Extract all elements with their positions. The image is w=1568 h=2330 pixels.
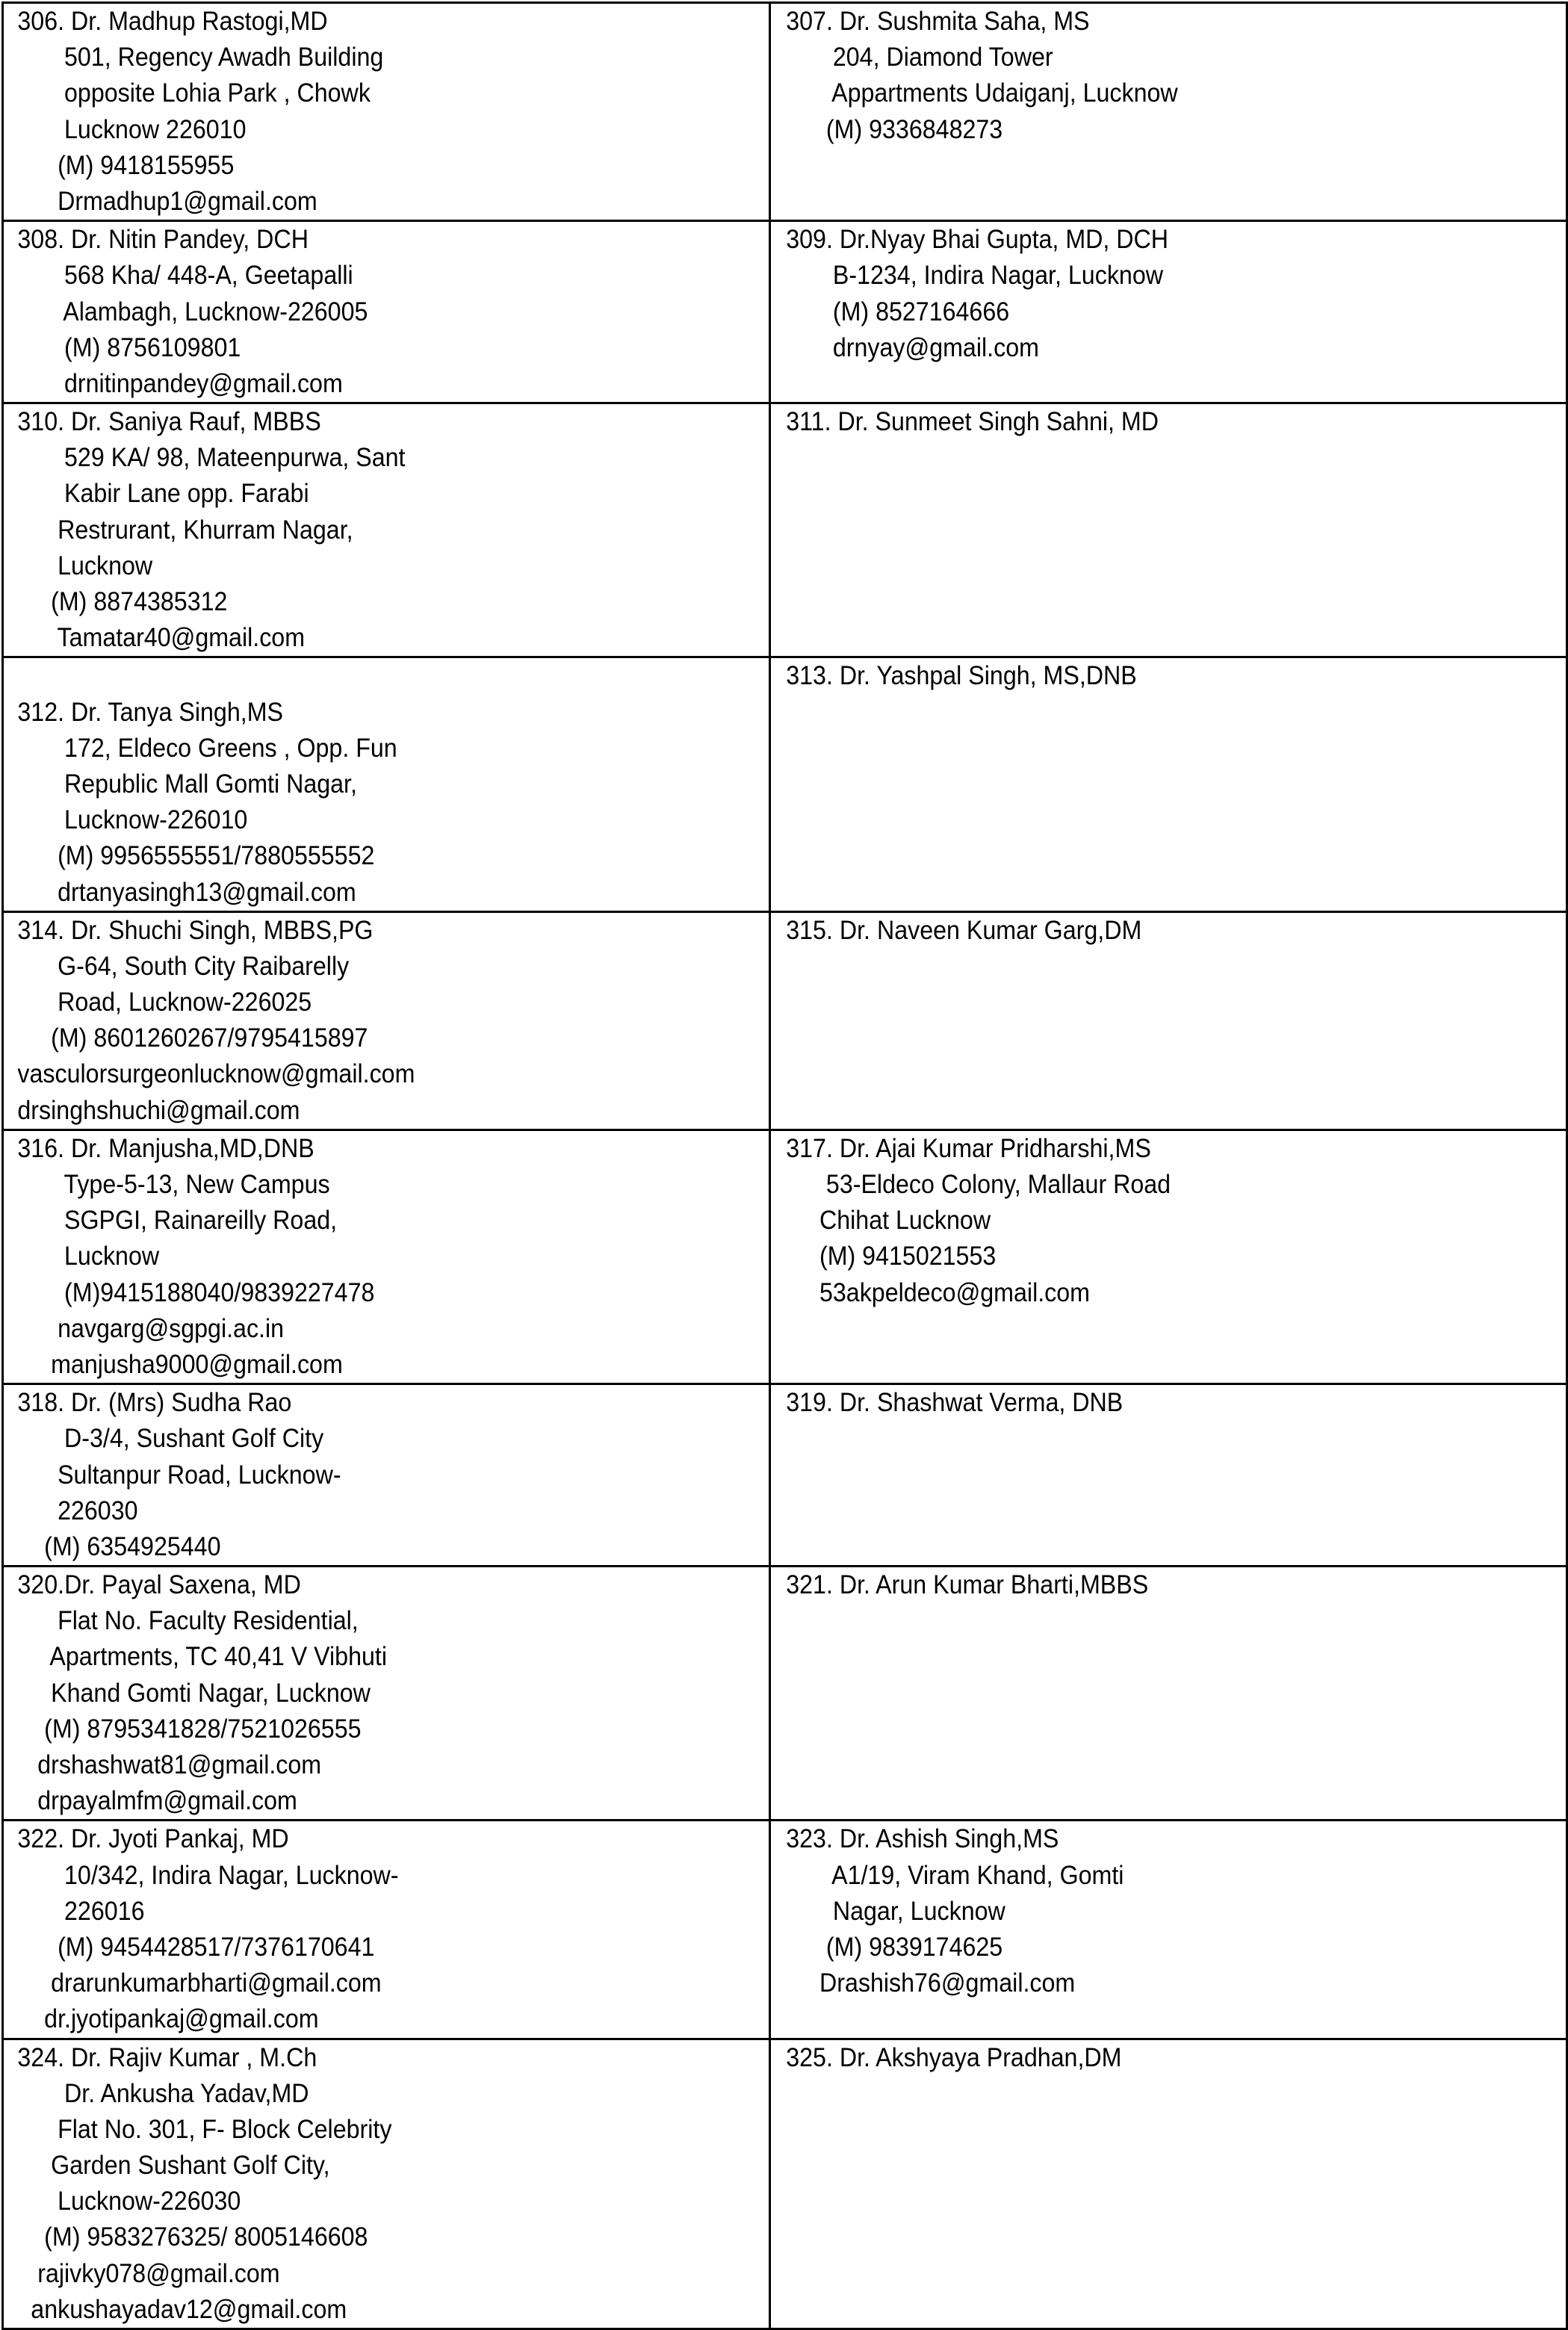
doctor-entry — [771, 1567, 1502, 1603]
doctor-entry-line: (M) 6354925440 — [17, 1531, 221, 1561]
doctor-entry — [4, 1821, 707, 2037]
doctor-entry-line: (M) 8756109801 — [17, 332, 241, 362]
doctor-entry-line: Republic Mall Gomti Nagar, — [17, 769, 357, 799]
doctor-entry-line-first: 313. Dr. Yashpal Singh, MS,DNB — [786, 661, 1137, 691]
doctor-entry-line: drpayalmfm@gmail.com — [17, 1786, 297, 1816]
entry-cell-right — [770, 1567, 1567, 1821]
doctor-entry-line: drtanyasingh13@gmail.com — [17, 877, 356, 907]
directory-row — [3, 221, 1567, 403]
entry-cell-right — [770, 657, 1567, 911]
doctor-entry-line: drarunkumarbharti@gmail.com — [17, 1968, 382, 1998]
doctor-entry-line: Nagar, Lucknow — [786, 1896, 1005, 1926]
doctor-entry-line-first: 315. Dr. Naveen Kumar Garg,DM — [786, 915, 1142, 945]
directory-body — [3, 3, 1567, 2329]
directory-row — [3, 3, 1567, 221]
doctor-entry — [4, 1131, 707, 1383]
entry-cell-left — [3, 911, 770, 1130]
doctor-entry-line: 10/342, Indira Nagar, Lucknow- — [17, 1860, 399, 1890]
doctor-entry-line: 172, Eldeco Greens , Opp. Fun — [17, 733, 397, 763]
doctor-entry-line-first: 319. Dr. Shashwat Verma, DNB — [786, 1388, 1124, 1418]
doctor-entry-line: Type-5-13, New Campus — [17, 1170, 330, 1199]
doctor-entry — [4, 222, 707, 402]
entry-cell-right — [770, 403, 1567, 657]
directory-row — [3, 1384, 1567, 1567]
entry-cell-left — [3, 1567, 770, 1821]
doctor-entry-line-first: 325. Dr. Akshyaya Pradhan,DM — [786, 2042, 1122, 2072]
doctor-entry-line: (M) 9956555551/7880555552 — [17, 841, 375, 871]
doctor-entry-line: 312. Dr. Tanya Singh,MS — [17, 697, 284, 727]
doctor-entry-line-first: 308. Dr. Nitin Pandey, DCH — [17, 225, 309, 255]
doctor-entry-line: Tamatar40@gmail.com — [17, 623, 306, 653]
doctor-entry-line: 226030 — [17, 1496, 138, 1525]
doctor-entry — [4, 1567, 707, 1819]
doctor-entry-line: drshashwat81@gmail.com — [17, 1750, 322, 1779]
doctor-entry — [771, 1131, 1502, 1311]
doctor-entry — [771, 404, 1502, 440]
doctor-entry-line: Khand Gomti Nagar, Lucknow — [17, 1678, 371, 1708]
doctor-entry-line: (M) 8527164666 — [786, 297, 1010, 326]
doctor-entry-line: Drashish76@gmail.com — [786, 1968, 1076, 1998]
doctor-entry-line: (M) 9839174625 — [786, 1932, 1003, 1962]
entry-cell-right — [770, 1130, 1567, 1384]
doctor-entry-line: Lucknow-226010 — [17, 805, 248, 835]
doctor-entry-line-first: 307. Dr. Sushmita Saha, MS — [786, 7, 1090, 36]
doctor-entry-line: vasculorsurgeonlucknow@gmail.com — [17, 1059, 415, 1089]
doctor-entry-line: (M) 9336848273 — [786, 114, 1003, 144]
doctor-entry-line-first: 314. Dr. Shuchi Singh, MBBS,PG — [17, 915, 374, 945]
doctor-entry — [771, 222, 1502, 366]
doctor-entry-line-first: 323. Dr. Ashish Singh,MS — [786, 1824, 1059, 1854]
entry-cell-left — [3, 2039, 770, 2329]
doctor-entry-line: D-3/4, Sushant Golf City — [17, 1424, 324, 1454]
doctor-entry-line: (M) 8874385312 — [17, 587, 228, 616]
doctor-entry-line: (M) 9415021553 — [786, 1242, 997, 1271]
doctor-entry-line: rajivky078@gmail.com — [17, 2258, 280, 2288]
entry-cell-left — [3, 1821, 770, 2039]
doctor-entry-line: dr.jyotipankaj@gmail.com — [17, 2004, 319, 2034]
entry-cell-left — [3, 403, 770, 657]
doctor-entry — [4, 913, 707, 1129]
doctor-entry-line: drnyay@gmail.com — [786, 332, 1039, 362]
doctor-entry-line: Road, Lucknow-226025 — [17, 988, 312, 1017]
entry-cell-right — [770, 1821, 1567, 2039]
doctor-directory-table — [1, 1, 1568, 2330]
doctor-entry-line-first: 309. Dr.Nyay Bhai Gupta, MD, DCH — [786, 225, 1169, 255]
doctor-entry-line-first: 310. Dr. Saniya Rauf, MBBS — [17, 407, 321, 437]
doctor-entry-line: navgarg@sgpgi.ac.in — [17, 1313, 285, 1343]
doctor-entry-line: Garden Sushant Golf City, — [17, 2151, 330, 2181]
doctor-entry — [771, 913, 1502, 949]
directory-row — [3, 1130, 1567, 1384]
doctor-entry — [4, 2040, 707, 2329]
doctor-entry-line: Flat No. Faculty Residential, — [17, 1606, 359, 1636]
doctor-entry-line: (M) 8601260267/9795415897 — [17, 1023, 368, 1053]
doctor-entry — [771, 2040, 1502, 2076]
doctor-entry-line: SGPGI, Rainareilly Road, — [17, 1206, 338, 1236]
doctor-entry-line-first: 322. Dr. Jyoti Pankaj, MD — [17, 1824, 289, 1854]
doctor-entry-line-first: 306. Dr. Madhup Rastogi,MD — [17, 7, 328, 36]
doctor-entry-line-first: 317. Dr. Ajai Kumar Pridharshi,MS — [786, 1133, 1151, 1163]
doctor-entry — [771, 658, 1502, 694]
doctor-entry-line: Sultanpur Road, Lucknow- — [17, 1460, 341, 1490]
doctor-entry-line: A1/19, Viram Khand, Gomti — [786, 1860, 1124, 1890]
doctor-entry-line: opposite Lohia Park , Chowk — [17, 78, 371, 108]
doctor-entry-line: Lucknow 226010 — [17, 114, 247, 144]
doctor-entry-line: Lucknow-226030 — [17, 2187, 241, 2216]
directory-row — [3, 911, 1567, 1130]
directory-row — [3, 1567, 1567, 1821]
doctor-entry-line: Chihat Lucknow — [786, 1206, 991, 1236]
doctor-entry-line: manjusha9000@gmail.com — [17, 1349, 343, 1379]
entry-cell-left — [3, 3, 770, 221]
entry-cell-right — [770, 911, 1567, 1130]
entry-cell-left — [3, 221, 770, 403]
doctor-entry-line: 226016 — [17, 1896, 145, 1926]
doctor-entry-line: drsinghshuchi@gmail.com — [17, 1095, 300, 1125]
doctor-entry-line: (M) 9583276325/ 8005146608 — [17, 2222, 368, 2252]
doctor-entry-line: (M) 9418155955 — [17, 150, 235, 180]
doctor-entry — [771, 4, 1502, 148]
doctor-entry-line-first: 311. Dr. Sunmeet Singh Sahni, MD — [786, 407, 1159, 437]
doctor-entry — [4, 404, 707, 656]
doctor-entry-line: 204, Diamond Tower — [786, 43, 1053, 72]
doctor-entry-line: (M) 8795341828/7521026555 — [17, 1714, 362, 1744]
entry-cell-right — [770, 1384, 1567, 1567]
doctor-entry-line: Restrurant, Khurram Nagar, — [17, 515, 353, 545]
doctor-entry-line-first: 324. Dr. Rajiv Kumar , M.Ch — [17, 2042, 317, 2072]
doctor-entry — [771, 1821, 1502, 2001]
directory-row — [3, 403, 1567, 657]
doctor-entry-line: drnitinpandey@gmail.com — [17, 368, 343, 398]
doctor-entry-line: 53-Eldeco Colony, Mallaur Road — [786, 1170, 1171, 1199]
doctor-entry-line: 501, Regency Awadh Building — [17, 43, 384, 72]
doctor-entry-line: Dr. Ankusha Yadav,MD — [17, 2078, 309, 2108]
doctor-entry-line: G-64, South City Raibarelly — [17, 951, 350, 981]
entry-cell-right — [770, 3, 1567, 221]
directory-row — [3, 2039, 1567, 2329]
doctor-entry-line: Flat No. 301, F- Block Celebrity — [17, 2114, 392, 2144]
doctor-entry-line: (M) 9454428517/7376170641 — [17, 1932, 375, 1962]
entry-cell-right — [770, 221, 1567, 403]
doctor-entry-line: Apartments, TC 40,41 V Vibhuti — [17, 1642, 388, 1672]
doctor-entry-line: 529 KA/ 98, Mateenpurwa, Sant — [17, 443, 406, 473]
doctor-entry-line: Drmadhup1@gmail.com — [17, 186, 317, 216]
doctor-entry-line: Kabir Lane opp. Farabi — [17, 479, 309, 509]
directory-row — [3, 1821, 1567, 2039]
doctor-entry-line-first: 321. Dr. Arun Kumar Bharti,MBBS — [786, 1570, 1149, 1600]
doctor-entry — [4, 1385, 707, 1565]
doctor-entry-line: 568 Kha/ 448-A, Geetapalli — [17, 261, 353, 291]
doctor-entry-line-first: 316. Dr. Manjusha,MD,DNB — [17, 1133, 314, 1163]
doctor-entry — [771, 1385, 1502, 1421]
doctor-entry-line: Appartments Udaiganj, Lucknow — [786, 78, 1178, 108]
doctor-entry-line: Lucknow — [17, 1242, 160, 1271]
doctor-entry-line-first — [17, 658, 707, 694]
doctor-entry-line-first: 320.Dr. Payal Saxena, MD — [17, 1570, 301, 1600]
doctor-entry-line: ankushayadav12@gmail.com — [17, 2294, 347, 2324]
doctor-entry — [4, 658, 707, 910]
doctor-entry-line: Lucknow — [17, 551, 153, 580]
doctor-entry-line: Alambagh, Lucknow-226005 — [17, 297, 368, 326]
entry-cell-left — [3, 1130, 770, 1384]
entry-cell-right — [770, 2039, 1567, 2329]
entry-cell-left — [3, 1384, 770, 1567]
doctor-entry — [4, 4, 707, 220]
doctor-entry-line: 53akpeldeco@gmail.com — [786, 1277, 1091, 1307]
directory-row — [3, 657, 1567, 911]
entry-cell-left — [3, 657, 770, 911]
doctor-entry-line-first: 318. Dr. (Mrs) Sudha Rao — [17, 1388, 292, 1418]
doctor-entry-line: (M)9415188040/9839227478 — [17, 1277, 375, 1307]
doctor-entry-line: B-1234, Indira Nagar, Lucknow — [786, 261, 1163, 291]
